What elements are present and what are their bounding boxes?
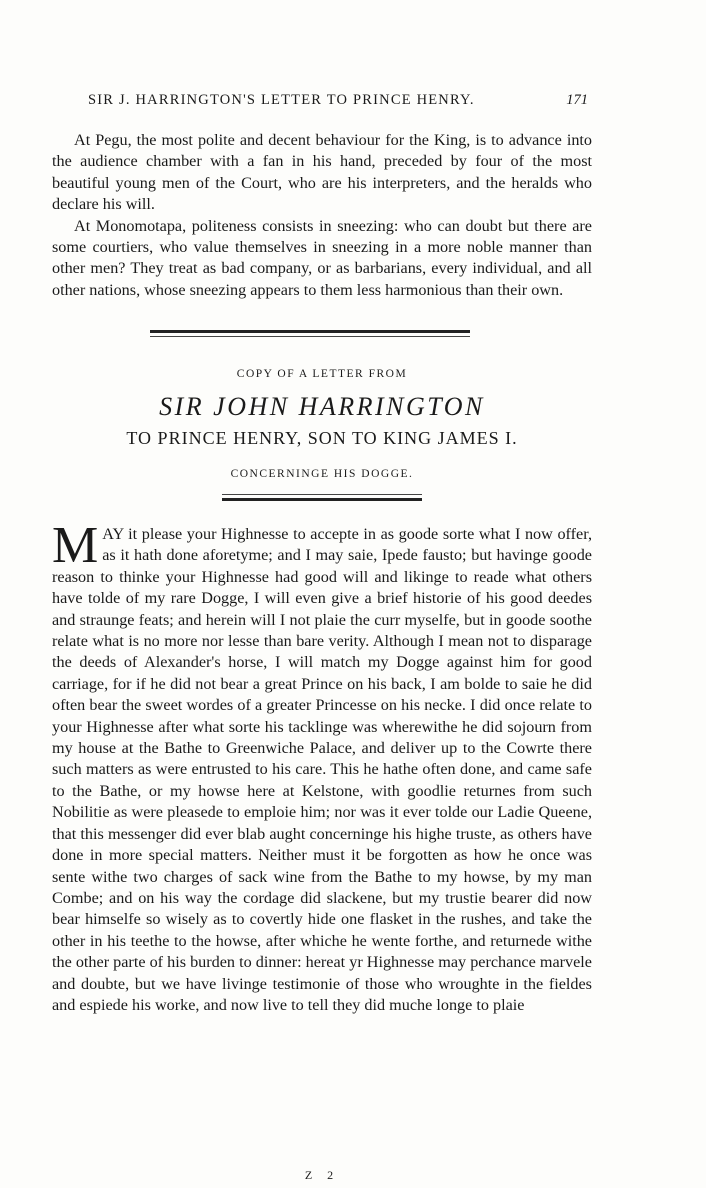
concerning-heading: CONCERNINGE HIS DOGGE.: [230, 468, 414, 480]
drop-cap: M: [52, 517, 99, 574]
intro-text: [52, 130, 592, 301]
recipient-heading: TO PRINCE HENRY, SON TO KING JAMES I.: [126, 428, 518, 448]
section-divider-thin: [150, 336, 470, 337]
letter-body: [52, 517, 592, 1016]
letter-text: AY it please your Highnesse to accepte in as goode sorte what I now offer, as it hath done aforetyme; and I may saie, Ipede fausto; but havinge goode reason to thinke your Highnesse had good will and likinge to reade what others have tolde of my rare Dogge, I will even give a brief historie of his good deedes and straunge feats; and herein will I not plaie the curr myselfe, but in goode soothe relate what is no more nor lesse than bare verity. Although I mean not to disparage the deeds of Alexander's horse, I will match my Dogge against him for good carriage, for if he did not bear a great Prince on his back, I am bolde to saie he did often bear the sweet wordes of a greater Princesse on his necke. I did once relate to your Highnesse after what sorte his tacklinge was wherewithe he did sojourn from my house at the Bathe to Greenwiche Palace, and deliver up to the Cowrte there such matters as were entrusted to his care. This he hathe often done, and came safe to the Bathe, or my howse here at Kelstone, with goodlie returnes from such Nobilitie as were pleasede to emploie him; nor was it ever tolde our Ladie Queene, that this messenger did ever blab aught concerninge his highe truste, as others have done in more special matters. Neither must it be forgotten as how he once was sente withe two charges of sack wine from the Bathe to my howse, by my man Combe; and on his way the cordage did slackene, but my trustie bearer did now bear himselfe so wisely as to covertly hide one flasket in the rushes, and take the other in his teethe to the howse, after whiche he wente forthe, and returnede withe the other parte of his burden to dinner: hereat yr Highnesse may perchance marvele and doubte, but we have livinge testimonie of those who wroughte in the fieldes and espiede his worke, and now live to tell they did muche longe to plaie: [52, 525, 592, 1014]
section-divider-thick: [150, 330, 470, 333]
signature-mark: Z 2: [304, 1168, 340, 1182]
letter-divider-thick: [222, 498, 422, 501]
copy-of-heading: COPY OF A LETTER FROM: [236, 368, 408, 380]
running-head: [88, 92, 588, 109]
paragraph-pegu: At Pegu, the most polite and decent behaviour for the King, is to advance into the audience chamber with a fan in his hand, preceded by four of the most beautiful young men of the Court, who are his interpreters, and the heralds who declare his will.: [52, 131, 592, 214]
author-heading: SIR JOHN HARRINGTON: [159, 392, 485, 421]
letter-paragraph: [52, 517, 592, 1016]
page-number: 171: [566, 92, 588, 108]
letter-divider-thin: [222, 494, 422, 495]
running-title: SIR J. HARRINGTON'S LETTER TO PRINCE HENRY.: [88, 92, 475, 108]
paragraph-monomotapa: At Monomotapa, politeness consists in sneezing: who can doubt but there are some courtiers, who value themselves in sneezing in a more noble manner than other men? They treat as bad company, or as barbarians, every individual, and all other nations, whose sneezing appears to them less harmonious than their own.: [52, 216, 592, 299]
